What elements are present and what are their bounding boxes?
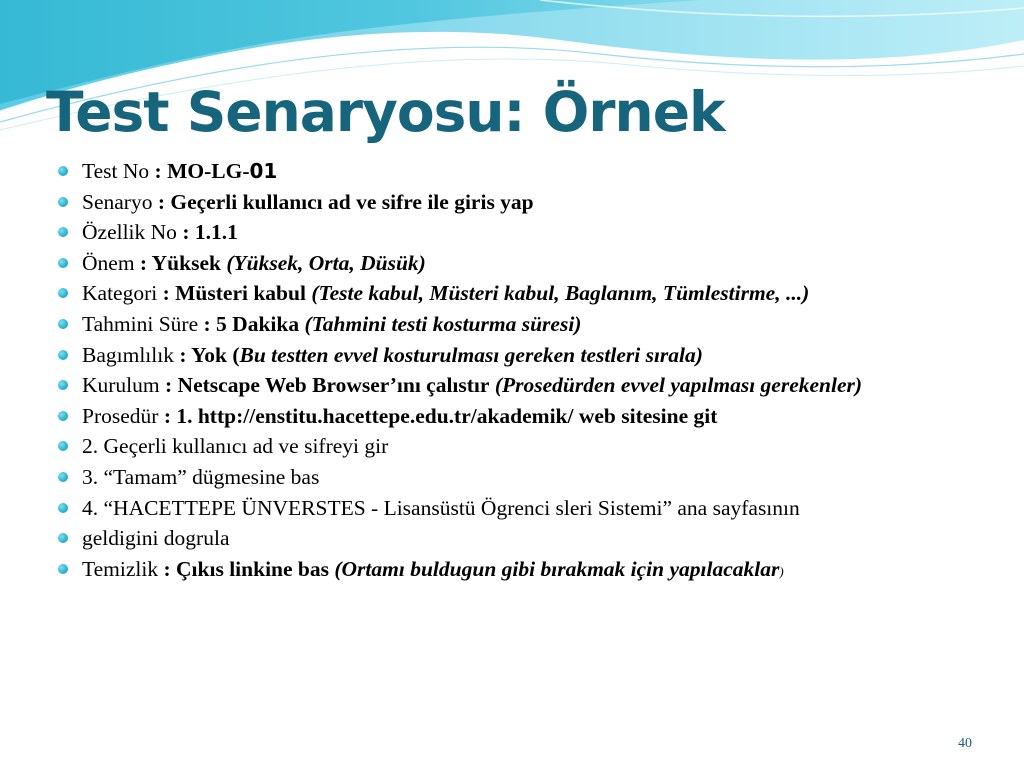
list-item [58, 466, 978, 489]
item-value: : Geçerli kullanıcı ad ve sifre ile giris yap [157, 189, 534, 214]
list-item [58, 558, 978, 583]
item-note: (Tahmini testi kosturma süresi) [304, 311, 582, 336]
bullet-icon [58, 441, 68, 451]
list-item [58, 405, 978, 428]
content-list [58, 160, 978, 590]
list-item [58, 344, 978, 367]
item-note: Bu testten evvel kosturulması gereken testleri sırala) [239, 342, 703, 367]
item-value: : 5 Dakika [203, 311, 300, 336]
bullet-icon [58, 288, 68, 298]
item-value: : Netscape Web Browser’ını çalıstır [165, 373, 490, 398]
item-label: Senaryo [82, 189, 153, 214]
list-item [58, 527, 978, 550]
item-note-open: ( [232, 342, 240, 367]
item-value: : Yüksek [139, 250, 221, 275]
page-number: 40 [958, 736, 972, 751]
item-label: Bagımlılık [82, 342, 174, 367]
bullet-icon [58, 503, 68, 513]
list-item [58, 160, 978, 183]
item-label: Prosedür [82, 403, 159, 428]
list-item [58, 435, 978, 458]
bullet-icon [58, 227, 68, 237]
list-item [58, 313, 978, 336]
bullet-icon [58, 472, 68, 482]
bullet-icon [58, 258, 68, 268]
bullet-icon [58, 166, 68, 176]
item-value: : 1.1.1 [182, 220, 238, 245]
item-text: 2. Geçerli kullanıcı ad ve sifreyi gir [82, 434, 389, 459]
list-item [58, 374, 978, 397]
item-value: : Yok [179, 342, 227, 367]
item-text: 4. “HACETTEPE ÜNVERSTES - Lisansüstü Ögrenci sleri Sistemi” ana sayfasının [82, 495, 800, 520]
bullet-icon [58, 564, 68, 574]
item-value: : Çıkıs linkine bas [163, 556, 329, 581]
item-value: : Müsteri kabul [162, 281, 306, 306]
list-item [58, 191, 978, 214]
item-note: (Ortamı buldugun gibi bırakmak için yapılacaklar [334, 556, 780, 581]
list-item [58, 221, 978, 244]
item-label: Tahmini Süre [82, 311, 199, 336]
item-text: 3. “Tamam” dügmesine bas [82, 464, 320, 489]
item-note-close: ) [779, 563, 784, 579]
item-label: Test No [82, 159, 150, 183]
item-value: : MO-LG- [154, 159, 250, 183]
list-item [58, 497, 978, 520]
item-value: : 1. http://enstitu.hacettepe.edu.tr/akademik/ web sitesine git [163, 403, 718, 428]
item-text: geldigini dogrula [82, 526, 230, 551]
item-label: Kurulum [82, 373, 160, 398]
item-value-suffix: 01 [249, 159, 278, 183]
item-note: (Teste kabul, Müsteri kabul, Baglanım, Tümlestirme, ...) [311, 281, 810, 306]
item-label: Temizlik [82, 556, 159, 581]
bullet-icon [58, 350, 68, 360]
item-label: Kategori [82, 281, 158, 306]
item-label: Özellik No [82, 220, 177, 245]
slide-title: Test Senaryosu: Örnek [46, 80, 725, 144]
bullet-icon [58, 319, 68, 329]
item-note: (Prosedürden evvel yapılması gerekenler) [494, 373, 863, 398]
item-label: Önem [82, 250, 135, 275]
list-item [58, 282, 978, 305]
list-item [58, 252, 978, 275]
bullet-icon [58, 197, 68, 207]
item-note: (Yüksek, Orta, Düsük) [226, 250, 426, 275]
bullet-icon [58, 380, 68, 390]
bullet-icon [58, 411, 68, 421]
bullet-icon [58, 533, 68, 543]
